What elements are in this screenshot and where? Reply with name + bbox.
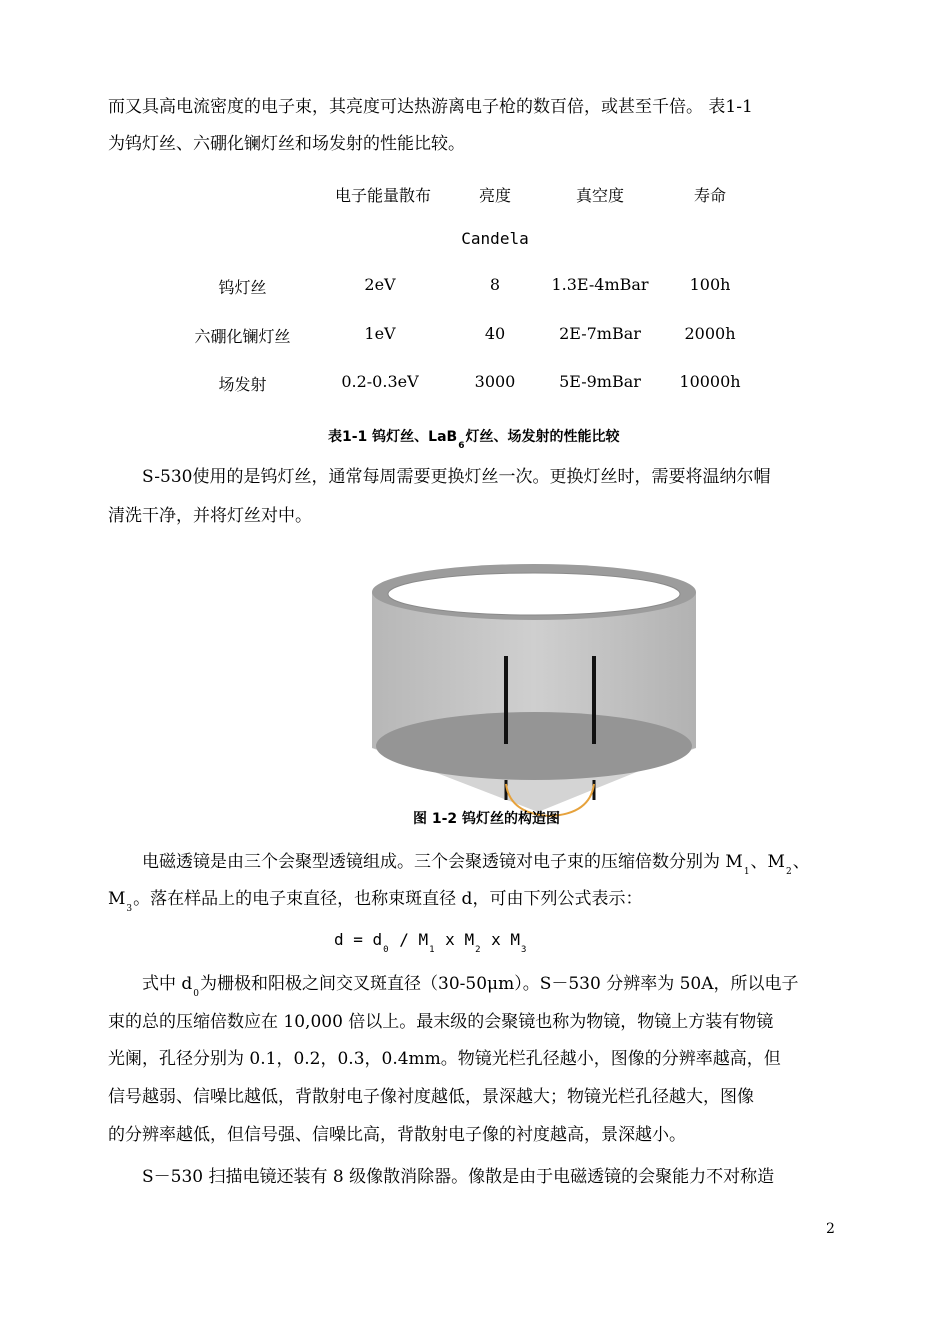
row-energy: 1eV [364,324,396,343]
row-name: 钨灯丝 [218,278,267,297]
row-life: 10000h [679,372,741,391]
explain-line-1: 式中 $d_0$为栅极和阳极之间交叉斑直径（30-50μm）。S－530 分辨率为 50A，所以电子 [142,974,799,999]
filament-diagram [360,562,710,817]
row-vacuum: 5E-9mBar [559,372,641,391]
row-energy: 2eV [364,275,396,294]
s530-line-2: 清洗干净，并将灯丝对中。 [108,506,312,526]
row-brightness: 3000 [474,372,516,391]
stigmator-line-1: S－530 扫描电镜还装有 8 级像散消除器。像散是由于电磁透镜的会聚能力不对称造 [142,1167,775,1187]
s530-line-1: S-530使用的是钨灯丝，通常每周需要更换灯丝一次。更换灯丝时，需要将温纳尔帽 [142,467,771,487]
page-number: 2 [826,1221,835,1237]
cylinder-opening [388,573,680,615]
row-vacuum: 2E-7mBar [559,324,641,343]
header-brightness: 亮度 [478,186,511,205]
explain-line-5: 的分辨率越低，但信号强、信噪比高，背散射电子像的衬度越高，景深越小。 [108,1125,686,1145]
row-name: 场发射 [218,375,267,394]
header-vacuum: 真空度 [575,186,624,205]
row-life: 100h [689,275,731,294]
row-energy: 0.2-0.3eV [341,372,419,391]
header-lifetime: 寿命 [693,186,726,205]
explain-line-2: 束的总的压缩倍数应在 10,000 倍以上。最末级的会聚镜也称为物镜，物镜上方装有物镜 [108,1012,774,1032]
lens-line-2: $M_3$。落在样品上的电子束直径，也称束斑直径 d，可由下列公式表示： [108,889,643,914]
intro-line-1: 而又具高电流密度的电子束，其亮度可达热游离电子枪的数百倍，或甚至千倍。 表1-1 [108,97,753,117]
row-name: 六硼化镧灯丝 [194,327,291,346]
row-vacuum: 1.3E-4mBar [551,275,649,294]
row-life: 2000h [684,324,736,343]
row-brightness: 8 [489,275,501,294]
intro-line-2: 为钨灯丝、六硼化镧灯丝和场发射的性能比较。 [108,134,465,154]
explain-line-4: 信号越弱、信噪比越低，背散射电子像衬度越低，景深越大；物镜光栏孔径越大，图像 [108,1087,754,1107]
lens-line-1: 电磁透镜是由三个会聚型透镜组成。三个会聚透镜对电子束的压缩倍数分别为 $M_1$、$M_2$、 [142,852,810,877]
table-caption: 表1-1 钨灯丝、LaB$_6$灯丝、场发射的性能比较 [328,429,620,451]
brightness-unit: Candela [461,229,529,248]
header-energy-spread: 电子能量散布 [334,186,431,205]
row-brightness: 40 [484,324,506,343]
grid-plate [376,712,692,780]
figure-caption: 图 1-2 钨灯丝的构造图 [413,811,561,827]
explain-line-3: 光阑，孔径分别为 0.1，0.2，0.3，0.4mm。物镜光栏孔径越小，图像的分辨率越高，但 [108,1049,781,1069]
spot-diameter-formula: $d = d_0 / M_1$ x $M_2$ x $M_3$ [334,930,527,955]
